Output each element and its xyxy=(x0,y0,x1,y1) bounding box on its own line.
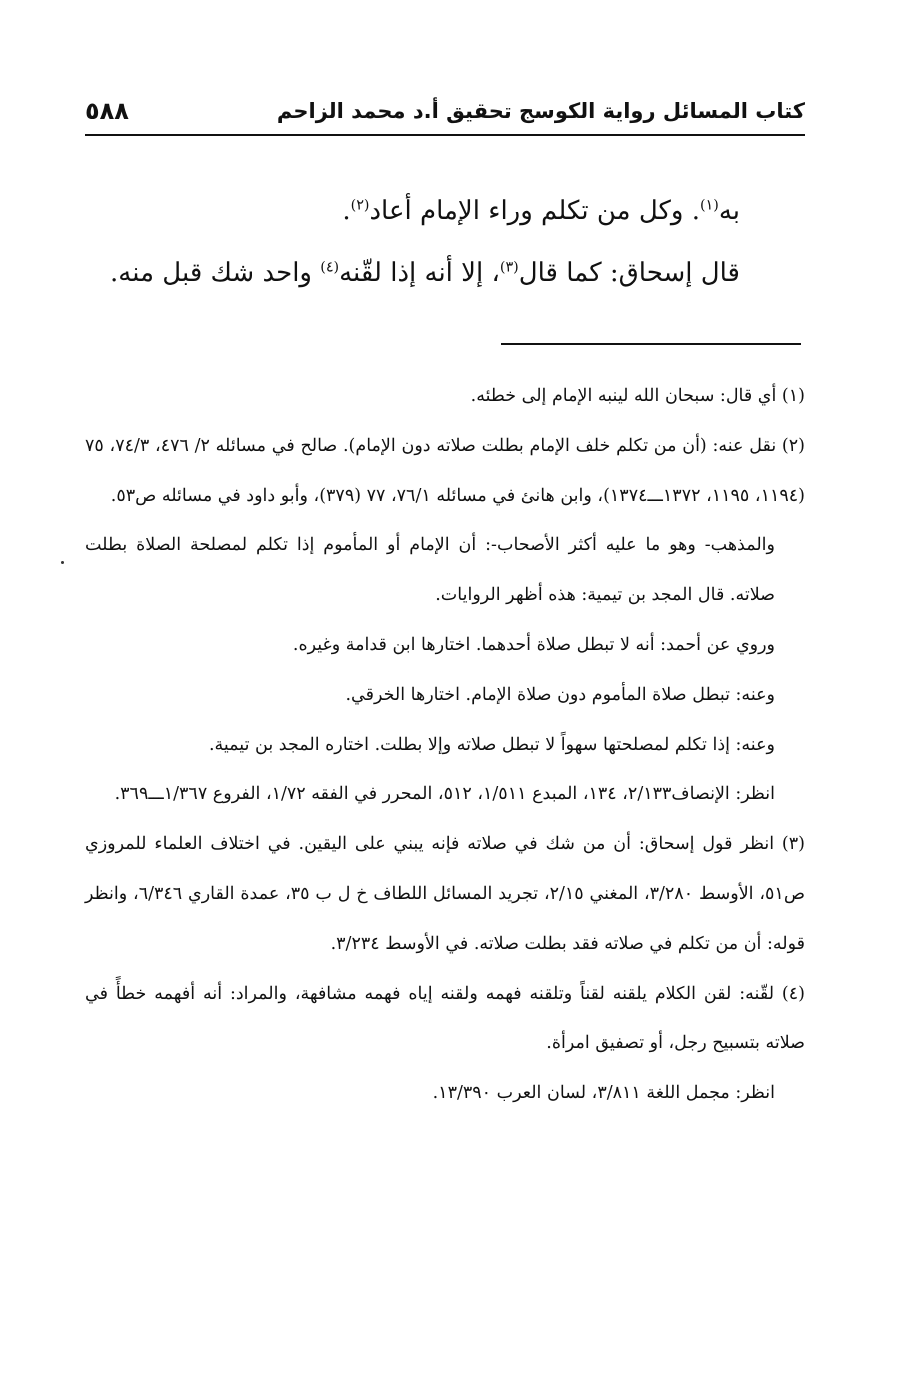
footnotes xyxy=(85,372,805,1119)
page-number: ٥٨٨ xyxy=(85,97,129,125)
footnote-ref-4: (٤) xyxy=(320,259,340,276)
main-text xyxy=(100,180,740,304)
main-line-2: قال إسحاق: كما قال$^{(٣)}$، إلا أنه إذا لقّنه$^{(٤)}$ واحد شك قبل منه. xyxy=(110,258,740,288)
footnote-ref-2: (٢) xyxy=(350,197,370,214)
footnote-ref-3: (٣) xyxy=(499,259,519,276)
footnote-2-references: انظر: الإنصاف٢/١٣٣، ١٣٤، المبدع ١/٥١١، ٥١٢، المحرر في الفقه ١/٧٢، الفروع ١/٣٦٧ـــ٣٦٩. xyxy=(114,784,775,805)
footnote-separator xyxy=(501,343,801,345)
footnote-4: (٤) لقّنه: لقن الكلام يلقنه لقناً وتلقنه فهمه ولقنه إياه فهمه مشافهة، والمراد: أنه أفهمه خطأً في صلاته بتسبيح رجل، أو تصفيق امرأة. xyxy=(85,983,805,1054)
footnote-1: (١) أي قال: سبحان الله لينبه الإمام إلى خطئه. xyxy=(470,386,805,406)
footnote-2: (٢) نقل عنه: (أن من تكلم خلف الإمام بطلت صلاته دون الإمام). صالح في مسائله ٢/ ٤٧٦، ٧٤/٣، ٧٥ (١١٩٤، ١١٩٥، ١٣٧٢ـــ١٣٧٤)، وابن هانئ في مسائله ٧٦/١، ٧٧ (٣٧٩)، وأبو داود في مسائله ص٥٣. xyxy=(85,435,805,506)
footnote-2-riwaya-3: وعنه: إذا تكلم لمصلحتها سهواً لا تبطل صلاته وإلا بطلت. اختاره المجد بن تيمية. xyxy=(208,734,775,755)
footnote-2-riwaya-1: وروي عن أحمد: أنه لا تبطل صلاة أحدهما. اختارها ابن قدامة وغيره. xyxy=(292,634,775,655)
stray-dot xyxy=(61,561,64,564)
footnote-2-riwaya-2: وعنه: تبطل صلاة المأموم دون صلاة الإمام. اختارها الخرقي. xyxy=(345,684,775,705)
footnote-4-references: انظر: مجمل اللغة ٣/٨١١، لسان العرب ١٣/٣٩٠. xyxy=(432,1083,775,1104)
main-line-1: به$^{(١)}$. وكل من تكلم وراء الإمام أعاد$^{(٢)}$. xyxy=(342,196,740,226)
page-header xyxy=(85,90,805,132)
footnote-3: (٣) انظر قول إسحاق: أن من شك في صلاته فإنه يبني على اليقين. في اختلاف العلماء للمروزي ص٥١، الأوسط ٣/٢٨٠، المغني ٢/١٥، تجريد المسائل اللطاف خ ل ب ٣٥، عمدة القاري ٦/٣٤٦، وانظر قوله: أن من تكلم في صلاته فقد بطلت صلاته. في الأوسط ٣/٢٣٤. xyxy=(85,834,805,954)
footnote-ref-1: (١) xyxy=(699,197,719,214)
header-rule xyxy=(85,134,805,136)
running-title: كتاب المسائل رواية الكوسج تحقيق أ.د محمد الزاحم xyxy=(276,99,805,123)
footnote-2-madhhab: والمذهب- وهو ما عليه أكثر الأصحاب-: أن الإمام أو المأموم إذا تكلم لمصلحة الصلاة بطلت صلاته. قال المجد بن تيمية: هذه أظهر الروايات. xyxy=(85,535,775,606)
